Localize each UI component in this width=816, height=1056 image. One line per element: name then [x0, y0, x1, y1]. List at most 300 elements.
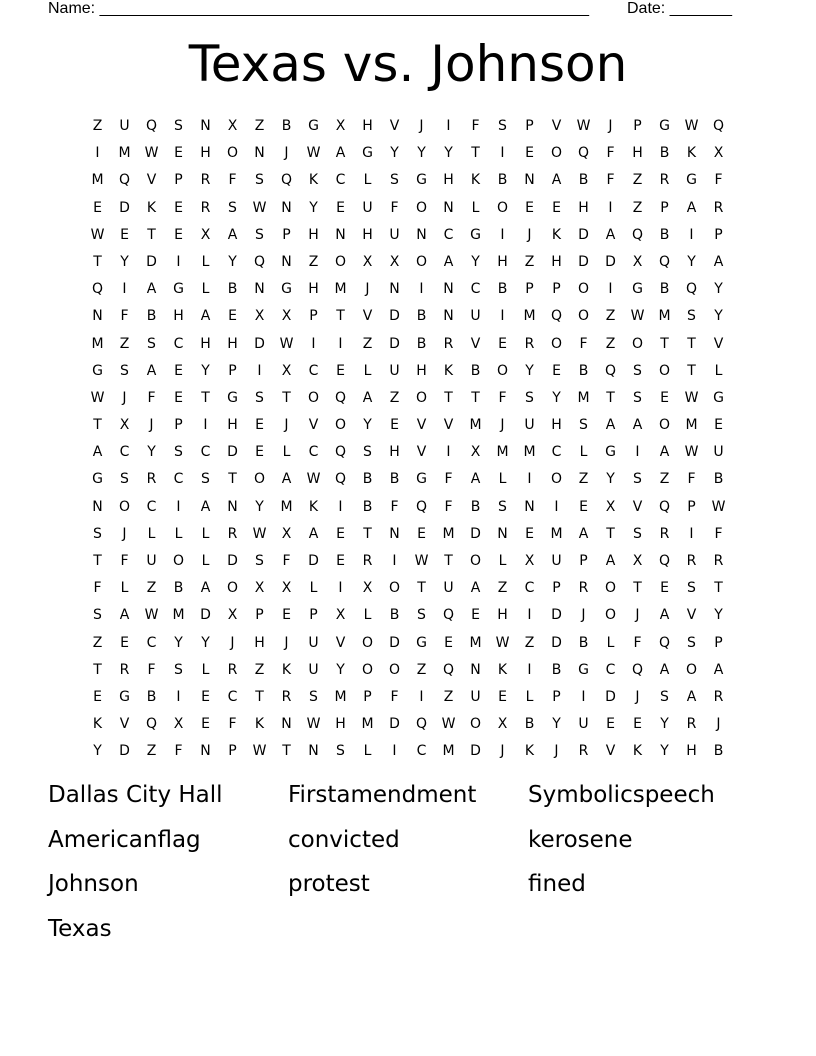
grid-letter: W [576, 118, 591, 134]
grid-letter: X [281, 525, 292, 542]
grid-letter: E [93, 199, 102, 216]
grid-letter: M [172, 607, 185, 624]
grid-letter: X [632, 253, 643, 270]
word-bank-item: Americanflag [48, 826, 201, 853]
grid-letter: C [146, 498, 157, 515]
grid-letter: S [525, 389, 534, 406]
grid-letter: J [581, 607, 586, 624]
grid-row [84, 331, 732, 358]
grid-letter: Y [363, 417, 372, 434]
grid-letter: B [578, 362, 589, 379]
grid-letter: Q [442, 607, 455, 624]
word-search-grid [84, 113, 732, 766]
grid-letter: R [281, 688, 292, 705]
grid-letter: B [227, 281, 238, 298]
grid-letter: I [500, 308, 505, 325]
grid-letter: V [308, 417, 319, 434]
grid-letter: Q [91, 281, 104, 298]
grid-letter: H [308, 226, 319, 243]
grid-letter: X [335, 118, 346, 134]
grid-letter: T [228, 471, 237, 488]
grid-letter: F [228, 716, 237, 733]
grid-letter: A [200, 580, 211, 597]
grid-letter: E [633, 716, 642, 733]
grid-letter: J [635, 688, 640, 705]
grid-letter: F [147, 389, 156, 406]
grid-letter: M [334, 281, 347, 298]
grid-letter: A [146, 281, 157, 298]
grid-letter: S [336, 743, 345, 760]
grid-letter: Q [334, 389, 347, 406]
grid-letter: N [389, 281, 400, 298]
grid-letter: B [281, 118, 292, 134]
grid-letter: V [632, 498, 643, 515]
grid-letter: I [203, 417, 208, 434]
grid-letter: I [527, 607, 532, 624]
grid-letter: B [524, 716, 535, 733]
grid-letter: S [390, 172, 399, 189]
grid-letter: G [92, 362, 103, 379]
grid-letter: M [469, 634, 482, 651]
grid-letter: D [551, 607, 562, 624]
grid-letter: B [713, 743, 724, 760]
grid-letter: L [714, 362, 723, 379]
grid-letter: I [608, 199, 613, 216]
word-bank-item: fined [528, 871, 586, 897]
grid-row [84, 195, 732, 222]
grid-letter: S [633, 389, 642, 406]
grid-letter: T [147, 226, 156, 243]
grid-letter: N [308, 743, 319, 760]
grid-letter: O [253, 471, 266, 488]
grid-row [84, 521, 732, 548]
grid-letter: Q [118, 172, 131, 189]
grid-letter: T [687, 335, 696, 352]
grid-letter: L [147, 525, 156, 542]
grid-letter: F [714, 172, 723, 189]
grid-letter: Q [145, 118, 158, 134]
grid-letter: S [498, 118, 507, 134]
grid-letter: I [635, 444, 640, 461]
grid-letter: U [713, 444, 724, 461]
grid-letter: A [470, 471, 481, 488]
grid-letter: W [441, 716, 456, 733]
grid-letter: L [498, 553, 507, 569]
grid-letter: J [608, 118, 613, 134]
grid-letter: Q [658, 253, 671, 270]
grid-letter: I [338, 498, 343, 515]
grid-letter: Z [146, 743, 157, 760]
grid-letter: F [147, 661, 156, 678]
grid-letter: C [335, 172, 346, 189]
grid-letter: R [713, 688, 724, 705]
grid-letter: N [443, 308, 454, 325]
grid-letter: X [335, 607, 346, 624]
grid-letter: M [442, 743, 455, 760]
grid-letter: S [633, 362, 642, 379]
grid-letter: O [496, 362, 509, 379]
grid-letter: X [497, 716, 508, 733]
grid-letter: R [227, 661, 238, 678]
grid-letter: S [417, 607, 426, 624]
grid-letter: C [227, 688, 238, 705]
grid-letter: W [252, 199, 267, 216]
grid-letter: J [149, 417, 154, 434]
grid-letter: U [524, 417, 535, 434]
grid-letter: S [633, 525, 642, 542]
grid-letter: O [550, 335, 563, 352]
grid-letter: C [605, 661, 616, 678]
grid-letter: A [470, 580, 481, 597]
grid-letter: Y [120, 253, 129, 270]
grid-letter: J [500, 743, 505, 760]
grid-letter: L [201, 253, 210, 270]
grid-letter: M [118, 145, 131, 162]
grid-letter: E [255, 444, 264, 461]
grid-letter: V [362, 308, 373, 325]
grid-letter: E [174, 362, 183, 379]
grid-letter: M [469, 417, 482, 434]
grid-letter: T [687, 362, 696, 379]
grid-letter: L [471, 199, 480, 216]
grid-letter: I [608, 281, 613, 298]
grid-letter: R [200, 199, 211, 216]
grid-letter: P [174, 417, 183, 434]
grid-letter: B [362, 498, 373, 515]
grid-letter: T [363, 525, 372, 542]
grid-letter: C [524, 580, 535, 597]
grid-letter: A [443, 253, 454, 270]
grid-letter: K [551, 226, 562, 243]
grid-letter: Y [552, 716, 561, 733]
grid-letter: O [415, 389, 428, 406]
grid-letter: W [144, 607, 159, 624]
grid-letter: C [470, 281, 481, 298]
grid-letter: A [632, 417, 643, 434]
grid-letter: W [684, 389, 699, 406]
word-bank-item: Symbolicspeech [528, 782, 715, 808]
grid-letter: H [497, 607, 508, 624]
grid-letter: S [255, 553, 264, 569]
grid-letter: K [632, 743, 643, 760]
grid-letter: U [578, 716, 589, 733]
grid-letter: Y [336, 661, 345, 678]
grid-letter: X [605, 498, 616, 515]
grid-letter: X [254, 308, 265, 325]
grid-letter: E [579, 498, 588, 515]
grid-letter: L [120, 580, 129, 597]
grid-letter: T [417, 580, 426, 597]
grid-letter: J [419, 118, 424, 134]
grid-letter: Y [552, 389, 561, 406]
grid-letter: X [281, 580, 292, 597]
grid-letter: A [659, 607, 670, 624]
grid-letter: J [284, 145, 289, 162]
grid-letter: O [388, 661, 401, 678]
grid-letter: F [633, 634, 642, 651]
grid-letter: H [686, 743, 697, 760]
grid-letter: E [552, 199, 561, 216]
grid-letter: Z [254, 118, 265, 134]
grid-letter: Q [415, 498, 428, 515]
grid-letter: W [252, 743, 267, 760]
grid-letter: S [687, 308, 696, 325]
grid-letter: D [605, 253, 616, 270]
grid-letter: R [146, 471, 157, 488]
grid-letter: O [226, 145, 239, 162]
grid-letter: M [685, 417, 698, 434]
grid-letter: W [630, 308, 645, 325]
grid-letter: Z [254, 661, 265, 678]
grid-letter: O [550, 471, 563, 488]
grid-letter: X [227, 118, 238, 134]
grid-letter: E [120, 226, 129, 243]
grid-letter: S [93, 525, 102, 542]
grid-letter: P [282, 226, 291, 243]
grid-letter: O [496, 199, 509, 216]
grid-letter: M [361, 716, 374, 733]
grid-letter: W [144, 145, 159, 162]
grid-letter: T [282, 743, 291, 760]
grid-letter: F [606, 172, 615, 189]
grid-letter: O [388, 580, 401, 597]
grid-letter: E [471, 607, 480, 624]
grid-letter: I [581, 688, 586, 705]
grid-letter: P [552, 580, 561, 597]
grid-letter: Q [712, 118, 725, 134]
grid-letter: R [578, 580, 589, 597]
grid-letter: T [606, 389, 615, 406]
grid-letter: Y [255, 498, 264, 515]
grid-letter: O [469, 553, 482, 569]
grid-letter: W [495, 634, 510, 651]
grid-letter: A [713, 253, 724, 270]
grid-letter: O [226, 580, 239, 597]
grid-letter: F [579, 335, 588, 352]
grid-row [84, 575, 732, 602]
grid-letter: A [605, 226, 616, 243]
grid-letter: E [714, 417, 723, 434]
grid-letter: I [257, 362, 262, 379]
grid-letter: H [308, 281, 319, 298]
grid-letter: W [711, 498, 726, 515]
grid-letter: Q [658, 553, 671, 569]
page-title: Texas vs. Johnson [188, 35, 628, 93]
grid-letter: H [578, 199, 589, 216]
grid-letter: R [443, 335, 454, 352]
grid-row [84, 439, 732, 466]
grid-letter: F [390, 498, 399, 515]
grid-letter: Q [334, 444, 347, 461]
grid-letter: T [471, 145, 480, 162]
grid-letter: Y [660, 743, 669, 760]
grid-letter: S [174, 661, 183, 678]
grid-letter: Z [524, 634, 535, 651]
grid-letter: Z [362, 335, 373, 352]
grid-letter: T [255, 688, 264, 705]
grid-letter: K [524, 743, 535, 760]
grid-letter: D [389, 335, 400, 352]
grid-letter: K [443, 362, 454, 379]
grid-letter: A [281, 471, 292, 488]
grid-letter: U [119, 118, 130, 134]
grid-letter: I [689, 525, 694, 542]
grid-letter: B [659, 145, 670, 162]
grid-letter: I [419, 281, 424, 298]
grid-letter: P [525, 118, 534, 134]
grid-letter: U [470, 308, 481, 325]
grid-letter: L [525, 688, 534, 705]
grid-letter: F [498, 389, 507, 406]
grid-letter: Z [659, 471, 670, 488]
grid-row [84, 222, 732, 249]
grid-letter: I [392, 553, 397, 569]
grid-letter: L [201, 661, 210, 678]
grid-letter: J [716, 716, 721, 733]
grid-row [84, 548, 732, 575]
grid-letter: F [444, 471, 453, 488]
grid-letter: X [254, 580, 265, 597]
grid-letter: H [389, 444, 400, 461]
grid-letter: P [309, 607, 318, 624]
grid-letter: V [551, 118, 562, 134]
grid-letter: O [415, 253, 428, 270]
grid-letter: T [633, 580, 642, 597]
grid-letter: N [443, 199, 454, 216]
grid-letter: Y [660, 716, 669, 733]
grid-letter: M [496, 444, 509, 461]
grid-letter: N [524, 498, 535, 515]
grid-letter: K [281, 661, 292, 678]
grid-letter: Q [253, 253, 266, 270]
grid-row [84, 494, 732, 521]
grid-letter: S [201, 471, 210, 488]
grid-letter: O [658, 417, 671, 434]
grid-letter: U [470, 688, 481, 705]
grid-letter: N [227, 498, 238, 515]
name-field-label: Name: _______________________________________________________ [48, 0, 589, 17]
grid-letter: Y [525, 362, 534, 379]
grid-letter: A [92, 444, 103, 461]
grid-letter: W [306, 716, 321, 733]
grid-letter: E [390, 417, 399, 434]
grid-letter: E [201, 688, 210, 705]
grid-letter: L [201, 553, 210, 569]
grid-letter: X [173, 716, 184, 733]
grid-letter: R [659, 525, 670, 542]
grid-letter: V [119, 716, 130, 733]
grid-letter: O [658, 362, 671, 379]
grid-letter: Y [174, 634, 183, 651]
grid-letter: E [525, 525, 534, 542]
grid-letter: I [689, 226, 694, 243]
grid-letter: X [281, 362, 292, 379]
grid-letter: G [686, 172, 697, 189]
grid-letter: V [416, 417, 427, 434]
grid-letter: M [550, 525, 563, 542]
grid-letter: E [606, 716, 615, 733]
grid-letter: I [338, 580, 343, 597]
grid-letter: S [174, 444, 183, 461]
grid-letter: W [90, 389, 105, 406]
grid-letter: D [308, 553, 319, 569]
grid-letter: M [334, 688, 347, 705]
grid-letter: F [390, 688, 399, 705]
grid-letter: P [228, 743, 237, 760]
grid-letter: E [498, 688, 507, 705]
grid-letter: I [554, 498, 559, 515]
grid-letter: A [578, 525, 589, 542]
grid-letter: Y [228, 253, 237, 270]
grid-letter: M [91, 335, 104, 352]
grid-letter: H [497, 253, 508, 270]
grid-letter: D [254, 335, 265, 352]
grid-letter: U [551, 553, 562, 569]
grid-letter: E [660, 580, 669, 597]
grid-row [84, 602, 732, 629]
grid-letter: K [308, 172, 319, 189]
grid-letter: D [389, 308, 400, 325]
grid-row [84, 466, 732, 493]
grid-letter: E [282, 607, 291, 624]
grid-letter: O [361, 661, 374, 678]
grid-letter: P [660, 199, 669, 216]
grid-letter: N [281, 199, 292, 216]
grid-letter: H [227, 335, 238, 352]
grid-letter: E [336, 199, 345, 216]
grid-letter: E [228, 308, 237, 325]
grid-letter: N [443, 281, 454, 298]
grid-letter: X [362, 253, 373, 270]
grid-letter: I [446, 444, 451, 461]
grid-letter: O [577, 281, 590, 298]
grid-letter: T [93, 417, 102, 434]
grid-letter: E [174, 145, 183, 162]
grid-letter: I [419, 688, 424, 705]
grid-letter: W [414, 553, 429, 569]
grid-letter: V [605, 743, 616, 760]
grid-letter: D [200, 607, 211, 624]
grid-letter: B [470, 498, 481, 515]
grid-letter: N [254, 145, 265, 162]
grid-letter: O [334, 253, 347, 270]
grid-letter: D [227, 444, 238, 461]
grid-letter: D [119, 199, 130, 216]
grid-letter: S [255, 172, 264, 189]
word-bank [48, 779, 768, 957]
grid-row [84, 303, 732, 330]
grid-letter: M [577, 389, 590, 406]
grid-letter: Y [390, 145, 399, 162]
grid-letter: J [284, 634, 289, 651]
grid-row [84, 249, 732, 276]
grid-letter: Y [714, 308, 723, 325]
grid-letter: P [363, 688, 372, 705]
grid-letter: N [254, 281, 265, 298]
grid-letter: U [308, 661, 319, 678]
grid-letter: G [92, 471, 103, 488]
grid-letter: F [687, 471, 696, 488]
grid-letter: E [336, 362, 345, 379]
grid-letter: R [686, 553, 697, 569]
grid-letter: H [443, 172, 454, 189]
grid-row [84, 358, 732, 385]
grid-letter: S [498, 498, 507, 515]
grid-letter: P [552, 281, 561, 298]
grid-letter: P [255, 607, 264, 624]
grid-letter: C [146, 634, 157, 651]
grid-letter: L [201, 525, 210, 542]
